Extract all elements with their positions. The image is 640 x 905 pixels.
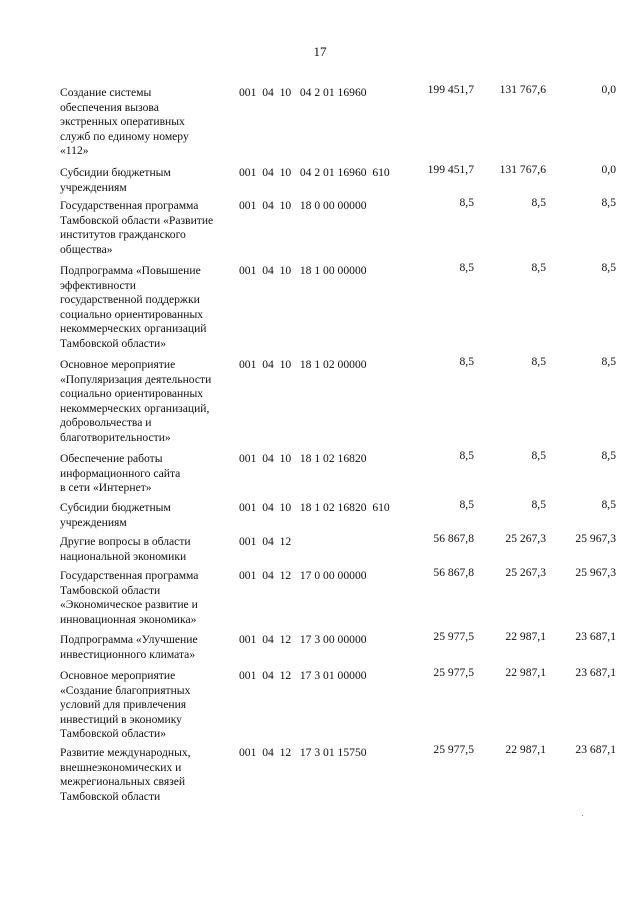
- row-value-2018: 22 987,1: [505, 630, 546, 643]
- row-name-line: Обеспечение работы: [60, 452, 163, 465]
- row-value-2018: 25 267,3: [505, 566, 546, 579]
- row-name-line: Государственная программа: [60, 569, 199, 582]
- row-code: 001 04 12 17 3 01 15750: [239, 746, 367, 759]
- row-code: 001 04 10 04 2 01 16960 610: [239, 166, 390, 179]
- row-name: [60, 199, 236, 257]
- row-name-line: служб по единому номеру: [60, 129, 189, 143]
- row-name-line: Развитие международных,: [60, 746, 191, 759]
- row-name-line: Государственная программа: [60, 199, 199, 212]
- row-value-2017: 8,5: [459, 261, 474, 274]
- row-name-line: Субсидии бюджетным: [60, 166, 171, 179]
- row-name-line: государственной поддержки: [60, 293, 200, 307]
- row-name-line: общества»: [60, 242, 113, 256]
- row-name: [60, 166, 236, 195]
- row-name-line: национальной экономики: [60, 549, 187, 563]
- row-value-2017: 8,5: [459, 196, 474, 209]
- row-code: 001 04 10 18 1 02 16820 610: [239, 501, 390, 514]
- row-name-line: некоммерческих организаций: [60, 322, 207, 336]
- row-name-line: эффективности: [60, 278, 136, 292]
- row-value-2019: 8,5: [601, 498, 616, 511]
- row-name-line: обеспечения вызова: [60, 100, 159, 114]
- row-value-2019: 23 687,1: [575, 630, 616, 643]
- row-name-line: благотворительности»: [60, 430, 171, 444]
- row-name-line: социально ориентированных: [60, 307, 204, 321]
- row-value-2017: 25 977,5: [433, 743, 474, 756]
- row-value-2018: 25 267,3: [505, 532, 546, 545]
- row-name-line: Тамбовской области: [60, 789, 161, 803]
- row-value-2019: 8,5: [601, 196, 616, 209]
- row-name: [60, 633, 236, 662]
- row-code: 001 04 12 17 3 00 00000: [239, 633, 367, 646]
- row-name-line: Другие вопросы в области: [60, 535, 191, 548]
- row-name: [60, 358, 236, 446]
- row-name-line: межрегиональных связей: [60, 775, 186, 789]
- row-name-line: инвестиционного климата»: [60, 647, 196, 661]
- row-code: 001 04 10 18 0 00 00000: [239, 199, 367, 212]
- row-name: [60, 264, 236, 352]
- row-value-2017: 56 867,8: [433, 532, 474, 545]
- row-name-line: «Создание благоприятных: [60, 683, 191, 697]
- row-name-line: «Экономическое развитие и: [60, 598, 198, 612]
- row-value-2017: 25 977,5: [433, 630, 474, 643]
- row-name-line: Тамбовской области»: [60, 727, 167, 741]
- page-number: 17: [313, 44, 327, 59]
- row-value-2019: 25 967,3: [575, 532, 616, 545]
- row-name: [60, 501, 236, 530]
- row-name-line: Создание системы: [60, 86, 152, 99]
- row-name-line: Тамбовской области»: [60, 336, 167, 350]
- row-value-2019: 25 967,3: [575, 566, 616, 579]
- row-name: [60, 669, 236, 742]
- row-name-line: учреждениям: [60, 180, 127, 194]
- row-value-2018: 8,5: [531, 498, 546, 511]
- row-name-line: экстренных оперативных: [60, 115, 185, 129]
- row-name-line: Подпрограмма «Улучшение: [60, 633, 198, 646]
- row-value-2017: 8,5: [459, 355, 474, 368]
- row-code: 001 04 12 17 0 00 00000: [239, 569, 367, 582]
- row-value-2019: 23 687,1: [575, 666, 616, 679]
- row-code: 001 04 12 17 3 01 00000: [239, 669, 367, 682]
- row-name-line: в сети «Интернет»: [60, 481, 152, 495]
- row-name-line: Тамбовской области «Развитие: [60, 213, 214, 227]
- row-value-2017: 56 867,8: [433, 566, 474, 579]
- row-value-2017: 199 451,7: [427, 83, 474, 96]
- row-value-2017: 25 977,5: [433, 666, 474, 679]
- row-name-line: информационного сайта: [60, 466, 181, 480]
- row-value-2019: 0,0: [601, 163, 616, 176]
- row-value-2018: 8,5: [531, 261, 546, 274]
- row-code: 001 04 10 04 2 01 16960: [239, 86, 367, 99]
- row-value-2018: 8,5: [531, 196, 546, 209]
- row-name-line: внешнеэкономических и: [60, 760, 182, 774]
- row-name: [60, 535, 236, 564]
- row-name-line: Подпрограмма «Повышение: [60, 264, 201, 277]
- row-name-line: условий для привлечения: [60, 698, 187, 712]
- row-code: 001 04 12: [239, 535, 292, 548]
- row-name-line: Основное мероприятие: [60, 669, 176, 682]
- row-value-2019: 23 687,1: [575, 743, 616, 756]
- row-value-2018: 131 767,6: [499, 83, 546, 96]
- row-name-line: добровольчества и: [60, 416, 152, 430]
- row-value-2017: 199 451,7: [427, 163, 474, 176]
- row-name-line: инвестиций в экономику: [60, 712, 182, 726]
- row-name-line: Тамбовской области: [60, 583, 161, 597]
- row-value-2017: 8,5: [459, 449, 474, 462]
- row-value-2019: 8,5: [601, 261, 616, 274]
- row-value-2018: 22 987,1: [505, 743, 546, 756]
- row-name-line: «112»: [60, 144, 89, 158]
- row-code: 001 04 10 18 1 02 16820: [239, 452, 367, 465]
- row-value-2018: 8,5: [531, 355, 546, 368]
- row-value-2019: 0,0: [601, 83, 616, 96]
- row-name: [60, 746, 236, 804]
- row-name: [60, 86, 236, 159]
- row-value-2018: 131 767,6: [499, 163, 546, 176]
- row-code: 001 04 10 18 1 00 00000: [239, 264, 367, 277]
- row-value-2018: 8,5: [531, 449, 546, 462]
- row-value-2017: 8,5: [459, 498, 474, 511]
- row-value-2018: 22 987,1: [505, 666, 546, 679]
- row-name-line: учреждениям: [60, 515, 127, 529]
- row-code: 001 04 10 18 1 02 00000: [239, 358, 367, 371]
- row-name-line: социально ориентированных: [60, 387, 204, 401]
- row-name: [60, 569, 236, 627]
- row-name-line: «Популяризация деятельности: [60, 372, 212, 386]
- row-value-2019: 8,5: [601, 355, 616, 368]
- row-value-2019: 8,5: [601, 449, 616, 462]
- row-name-line: инновационная экономика»: [60, 612, 197, 626]
- row-name-line: Субсидии бюджетным: [60, 501, 171, 514]
- scan-speck: [582, 815, 583, 816]
- row-name: [60, 452, 236, 496]
- row-name-line: институтов гражданского: [60, 228, 186, 242]
- row-name-line: некоммерческих организаций,: [60, 401, 210, 415]
- row-name-line: Основное мероприятие: [60, 358, 176, 371]
